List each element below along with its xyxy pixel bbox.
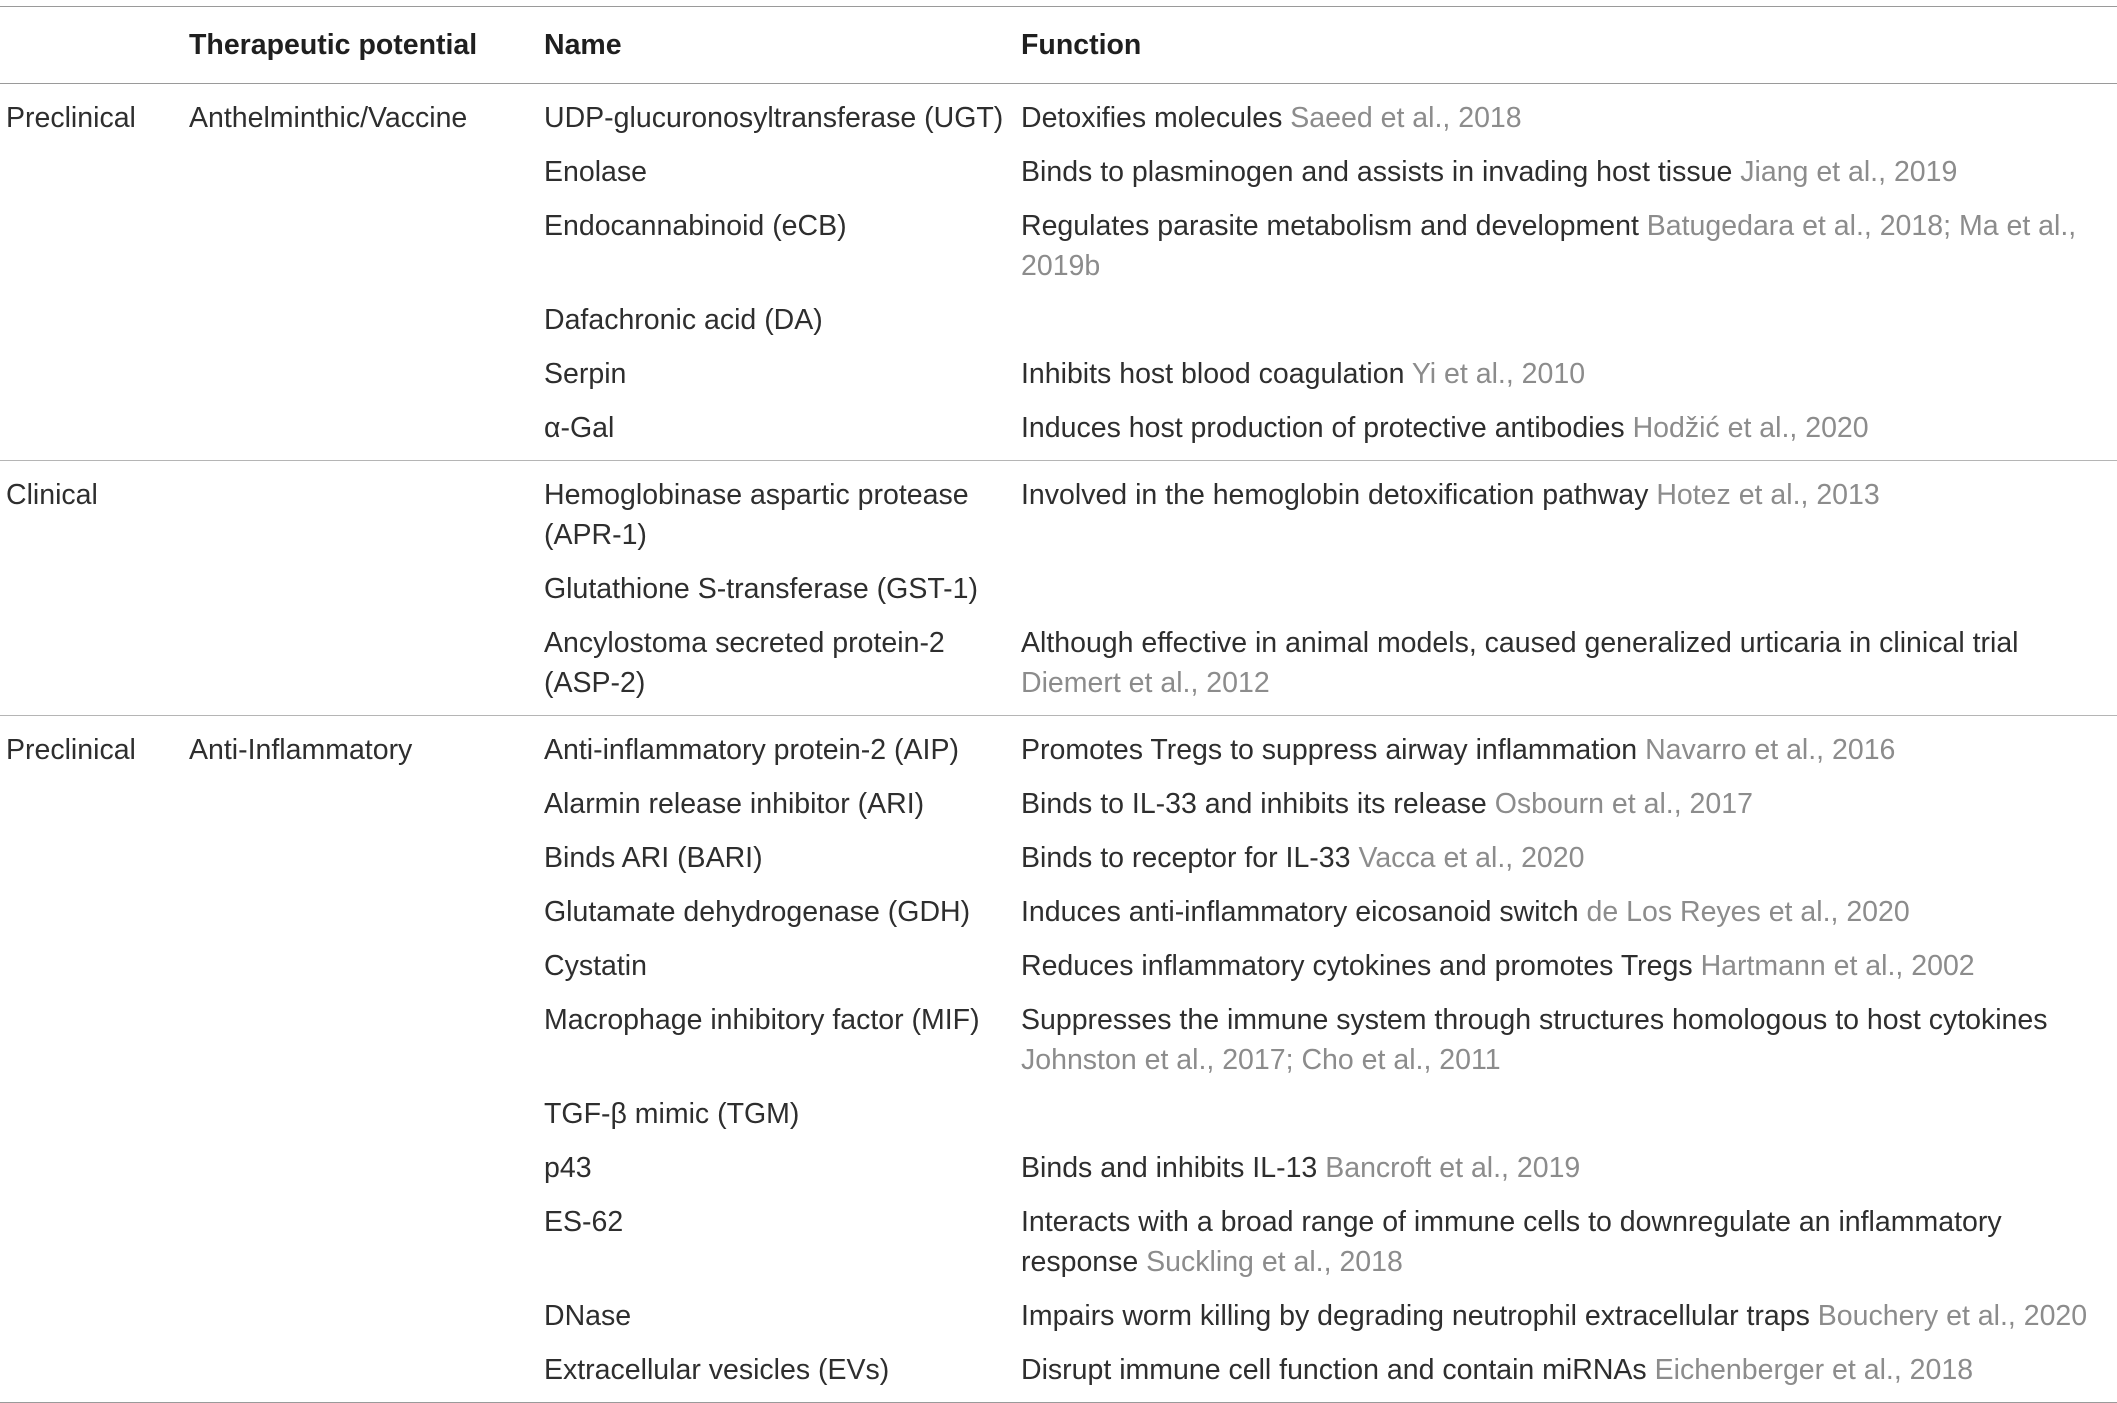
function-text: Regulates parasite metabolism and development xyxy=(1021,210,1639,242)
cell-function xyxy=(1015,831,2117,885)
cell-name: ES-62 xyxy=(544,1206,624,1238)
cell-function xyxy=(1015,1141,2117,1195)
cell-stage xyxy=(0,1195,183,1289)
function-text: Binds to IL-33 and inhibits its release xyxy=(1021,788,1487,820)
citation-link[interactable]: Vacca et al., 2020 xyxy=(1358,842,1585,874)
cell-stage xyxy=(0,616,183,716)
cell-therapeutic-potential xyxy=(183,199,538,293)
cell-therapeutic-potential xyxy=(183,939,538,993)
cell-function xyxy=(1015,716,2117,778)
function-text: Induces anti-inflammatory eicosanoid switch xyxy=(1021,896,1579,928)
header-name: Name xyxy=(544,29,622,61)
header-function: Function xyxy=(1021,29,1142,61)
header-stage xyxy=(0,7,183,84)
cell-name: Dafachronic acid (DA) xyxy=(544,304,823,336)
cell-therapeutic-potential xyxy=(183,401,538,461)
cell-therapeutic-potential xyxy=(183,461,538,563)
cell-function xyxy=(1015,939,2117,993)
cell-stage xyxy=(0,145,183,199)
citation-link[interactable]: Yi et al., 2010 xyxy=(1411,358,1586,390)
citation-link[interactable]: Ma et al., 2019b xyxy=(1021,210,2077,282)
table-row xyxy=(0,293,2117,347)
citation-link[interactable]: Cho et al., 2011 xyxy=(1301,1044,1501,1076)
table-group xyxy=(0,716,2117,1403)
cell-stage xyxy=(0,347,183,401)
cell-name: Extracellular vesicles (EVs) xyxy=(544,1354,890,1386)
cell-stage xyxy=(0,831,183,885)
citation-link[interactable]: Bouchery et al., 2020 xyxy=(1817,1300,2088,1332)
cell-stage xyxy=(0,199,183,293)
cell-name: Anti-inflammatory protein-2 (AIP) xyxy=(544,734,959,766)
cell-therapeutic-potential: Anthelminthic/Vaccine xyxy=(189,102,468,134)
table-row xyxy=(0,347,2117,401)
function-text: Suppresses the immune system through structures homologous to host cytokines xyxy=(1021,1004,2048,1036)
function-text: Disrupt immune cell function and contain miRNAs xyxy=(1021,1354,1647,1386)
citation-link[interactable]: Eichenberger et al., 2018 xyxy=(1654,1354,1974,1386)
cell-therapeutic-potential xyxy=(183,1343,538,1403)
cell-stage: Clinical xyxy=(6,479,98,511)
cell-therapeutic-potential xyxy=(183,293,538,347)
citation-link[interactable]: Hartmann et al., 2002 xyxy=(1700,950,1975,982)
cell-name: Macrophage inhibitory factor (MIF) xyxy=(544,1004,980,1036)
cell-name: DNase xyxy=(544,1300,632,1332)
function-text: Induces host production of protective antibodies xyxy=(1021,412,1625,444)
cell-function xyxy=(1015,1343,2117,1403)
cell-function xyxy=(1015,777,2117,831)
function-text: Binds to receptor for IL-33 xyxy=(1021,842,1351,874)
cell-stage xyxy=(0,777,183,831)
table-row xyxy=(0,831,2117,885)
cell-stage xyxy=(0,562,183,616)
cell-function xyxy=(1015,199,2117,293)
cell-therapeutic-potential: Anti-Inflammatory xyxy=(189,734,413,766)
table-row xyxy=(0,1087,2117,1141)
cell-stage xyxy=(0,1141,183,1195)
table-row xyxy=(0,145,2117,199)
table-row xyxy=(0,1141,2117,1195)
table-row xyxy=(0,716,2117,778)
table-group xyxy=(0,461,2117,716)
therapeutic-table-container xyxy=(0,6,2117,1403)
header-row xyxy=(0,7,2117,84)
table-row xyxy=(0,401,2117,461)
cell-function xyxy=(1015,1087,2117,1141)
citation-link[interactable]: de Los Reyes et al., 2020 xyxy=(1586,896,1910,928)
cell-stage xyxy=(0,1087,183,1141)
cell-stage: Preclinical xyxy=(6,734,136,766)
cell-name: Glutamate dehydrogenase (GDH) xyxy=(544,896,971,928)
table-header xyxy=(0,7,2117,84)
citation-link[interactable]: Hodžić et al., 2020 xyxy=(1632,412,1869,444)
citation-link[interactable]: Jiang et al., 2019 xyxy=(1740,156,1958,188)
cell-function xyxy=(1015,461,2117,563)
table-row xyxy=(0,1343,2117,1403)
cell-function xyxy=(1015,84,2117,146)
function-text: Although effective in animal models, caused generalized urticaria in clinical trial xyxy=(1021,627,2019,659)
reference-separator: ; xyxy=(1285,1044,1302,1076)
table-row xyxy=(0,84,2117,146)
cell-name: Alarmin release inhibitor (ARI) xyxy=(544,788,925,820)
cell-stage xyxy=(0,1343,183,1403)
cell-therapeutic-potential xyxy=(183,777,538,831)
cell-stage xyxy=(0,993,183,1087)
function-text: Promotes Tregs to suppress airway inflammation xyxy=(1021,734,1638,766)
citation-link[interactable]: Batugedara et al., 2018 xyxy=(1646,210,1944,242)
cell-function xyxy=(1015,562,2117,616)
cell-function xyxy=(1015,993,2117,1087)
cell-therapeutic-potential xyxy=(183,616,538,716)
cell-stage xyxy=(0,293,183,347)
cell-name: α-Gal xyxy=(544,412,615,444)
table-row xyxy=(0,461,2117,563)
citation-link[interactable]: Osbourn et al., 2017 xyxy=(1494,788,1753,820)
cell-name: Hemoglobinase aspartic protease (APR-1) xyxy=(544,479,969,551)
table-row xyxy=(0,885,2117,939)
citation-link[interactable]: Hotez et al., 2013 xyxy=(1656,479,1880,511)
table-row xyxy=(0,1289,2117,1343)
function-text: Binds to plasminogen and assists in invading host tissue xyxy=(1021,156,1733,188)
table-row xyxy=(0,1195,2117,1289)
table-row xyxy=(0,562,2117,616)
function-text: Reduces inflammatory cytokines and promotes Tregs xyxy=(1021,950,1693,982)
cell-name: p43 xyxy=(544,1152,592,1184)
cell-function xyxy=(1015,1195,2117,1289)
citation-link[interactable]: Suckling et al., 2018 xyxy=(1146,1246,1403,1278)
therapeutic-table xyxy=(0,6,2117,1403)
citation-link[interactable]: Saeed et al., 2018 xyxy=(1290,102,1522,134)
cell-function xyxy=(1015,616,2117,716)
cell-therapeutic-potential xyxy=(183,1289,538,1343)
cell-therapeutic-potential xyxy=(183,347,538,401)
function-text: Impairs worm killing by degrading neutrophil extracellular traps xyxy=(1021,1300,1810,1332)
table-row xyxy=(0,939,2117,993)
cell-function xyxy=(1015,293,2117,347)
cell-name: Serpin xyxy=(544,358,627,390)
citation-link[interactable]: Bancroft et al., 2019 xyxy=(1325,1152,1581,1184)
header-therapeutic-potential: Therapeutic potential xyxy=(189,29,478,61)
cell-name: Ancylostoma secreted protein-2 (ASP-2) xyxy=(544,627,945,699)
function-text: Involved in the hemoglobin detoxification pathway xyxy=(1021,479,1649,511)
cell-function xyxy=(1015,347,2117,401)
function-text: Interacts with a broad range of immune cells to downregulate an inflammatory response xyxy=(1021,1206,2002,1278)
cell-function xyxy=(1015,1289,2117,1343)
cell-function xyxy=(1015,401,2117,461)
table-row xyxy=(0,199,2117,293)
cell-name: UDP-glucuronosyltransferase (UGT) xyxy=(544,102,1004,134)
cell-stage xyxy=(0,885,183,939)
table-row xyxy=(0,777,2117,831)
function-text: Binds and inhibits IL-13 xyxy=(1021,1152,1318,1184)
cell-stage xyxy=(0,1289,183,1343)
table-row xyxy=(0,616,2117,716)
table-row xyxy=(0,993,2117,1087)
cell-name: Binds ARI (BARI) xyxy=(544,842,763,874)
cell-function xyxy=(1015,885,2117,939)
function-text: Detoxifies molecules xyxy=(1021,102,1283,134)
cell-therapeutic-potential xyxy=(183,831,538,885)
cell-name: TGF-β mimic (TGM) xyxy=(544,1098,800,1130)
citation-link[interactable]: Diemert et al., 2012 xyxy=(1021,667,1270,699)
cell-stage xyxy=(0,401,183,461)
cell-name: Endocannabinoid (eCB) xyxy=(544,210,847,242)
cell-name: Glutathione S-transferase (GST-1) xyxy=(544,573,979,605)
citation-link[interactable]: Johnston et al., 2017 xyxy=(1021,1044,1286,1076)
cell-therapeutic-potential xyxy=(183,885,538,939)
citation-link[interactable]: Navarro et al., 2016 xyxy=(1645,734,1896,766)
cell-therapeutic-potential xyxy=(183,562,538,616)
cell-therapeutic-potential xyxy=(183,993,538,1087)
reference-separator: ; xyxy=(1943,210,1959,242)
cell-therapeutic-potential xyxy=(183,1195,538,1289)
cell-therapeutic-potential xyxy=(183,1141,538,1195)
table-group xyxy=(0,84,2117,461)
cell-function xyxy=(1015,145,2117,199)
cell-therapeutic-potential xyxy=(183,145,538,199)
cell-name: Enolase xyxy=(544,156,647,188)
cell-stage: Preclinical xyxy=(6,102,136,134)
cell-stage xyxy=(0,939,183,993)
cell-name: Cystatin xyxy=(544,950,647,982)
cell-therapeutic-potential xyxy=(183,1087,538,1141)
function-text: Inhibits host blood coagulation xyxy=(1021,358,1405,390)
